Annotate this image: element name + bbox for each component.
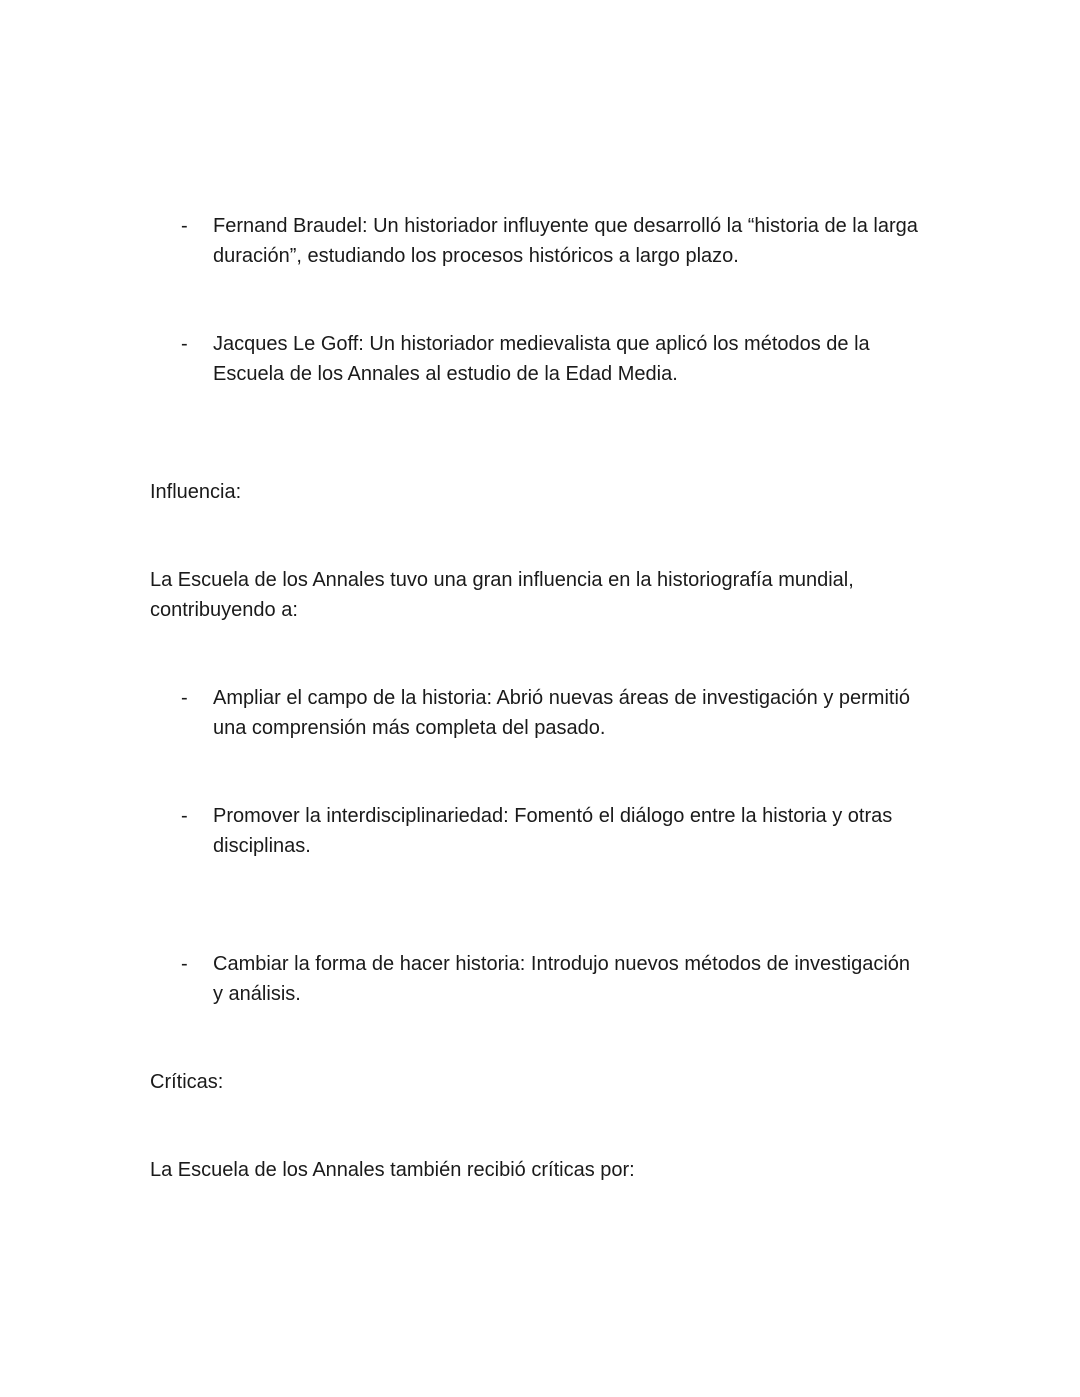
bullet-dash: -	[181, 215, 188, 237]
bullet-dash: -	[181, 687, 188, 709]
list-item-text: Cambiar la forma de hacer historia: Introdujo nuevos métodos de investigación y análisis.	[213, 953, 911, 1005]
bullet-dash: -	[181, 333, 188, 355]
list-item-text: Ampliar el campo de la historia: Abrió nuevas áreas de investigación y permitió una comprensión más completa del pasado.	[213, 687, 911, 739]
section-heading-criticas: Críticas:	[150, 1071, 224, 1093]
influencia-intro-paragraph: La Escuela de los Annales tuvo una gran influencia en la historiografía mundial, contribuyendo a:	[150, 569, 854, 621]
bullet-dash: -	[181, 805, 188, 827]
list-item-text: Promover la interdisciplinariedad: Fomentó el diálogo entre la historia y otras disciplinas.	[213, 805, 893, 857]
criticas-intro-paragraph: La Escuela de los Annales también recibió críticas por:	[150, 1159, 635, 1181]
section-heading-influencia: Influencia:	[150, 481, 242, 503]
list-item-text: Fernand Braudel: Un historiador influyente que desarrolló la “historia de la larga duración”, estudiando los procesos históricos a largo plazo.	[213, 215, 918, 267]
list-item-text: Jacques Le Goff: Un historiador medievalista que aplicó los métodos de la Escuela de los Annales al estudio de la Edad Media.	[213, 333, 870, 385]
bullet-dash: -	[181, 953, 188, 975]
